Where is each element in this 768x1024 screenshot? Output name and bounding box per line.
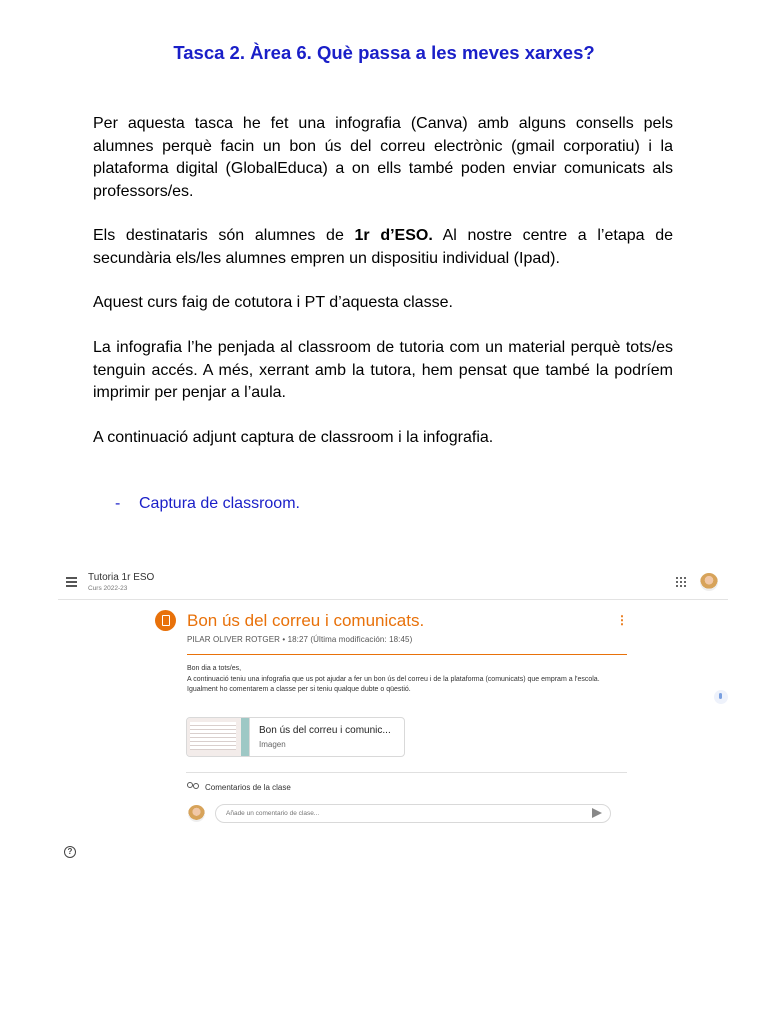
paragraph-penjada: La infografia l’he penjada al classroom de tutoria com un material perquè tots/es tenguin accés. A més, xerrant amb la tutora, hem pensat que també la podríem imprimir per penjar a l’aula. [93,339,673,401]
comment-input[interactable] [215,804,611,823]
comments-label[interactable]: Comentarios de la clase [205,783,291,792]
help-icon[interactable]: ? [64,846,76,858]
post-body-line: A continuació teniu una infografia que us pot ajudar a fer un bon ús del correu i de la plataforma (comunicats) que empram a l'escola. [187,675,600,683]
attachment-type: Imagen [259,740,286,749]
paragraph-destinataris-start: Els destinataris són alumnes de [93,227,355,244]
paragraph-cotutora: Aquest curs faig de cotutora i PT d’aquesta classe. [93,294,453,311]
post-title: Bon ús del correu i comunicats. [187,611,425,630]
avatar [188,805,205,822]
bullet-text: Captura de classroom. [139,495,300,512]
mic-icon[interactable] [714,690,728,704]
more-vert-icon[interactable]: ⋮ [616,613,628,627]
classroom-topbar [58,565,728,600]
paragraph-continuacio: A continuació adjunt captura de classroom i la infografia. [93,429,494,446]
bullet-dash: - [115,495,121,512]
post-divider [187,654,627,655]
post-meta: PILAR OLIVER ROTGER • 18:27 (Última modificación: 18:45) [187,635,413,644]
comments-divider [186,772,627,773]
attachment-title[interactable]: Bon ús del correu i comunic... [259,725,391,736]
paragraph-destinataris-end: Al nostre centre a l’etapa de secundària els/les alumnes empren un dispositiu individual (Ipad). [93,227,674,267]
attachment-card[interactable] [186,717,405,757]
paragraph-infografia: Per aquesta tasca he fet una infografia (Canva) amb alguns consells pels alumnes perquè facin un bon ús del correu electrònic (gmail corporatiu) i la plataforma digital (GlobalEduca) a on ells també poden enviar comunicats als professors/es. [93,115,673,200]
bullet-captura [115,495,300,513]
page-title: Tasca 2. Àrea 6. Què passa a les meves xarxes? [173,42,595,63]
paragraph-destinataris [93,225,673,270]
post-body-line: Igualment ho comentarem a classe per si teniu qualque dubte o qüestió. [187,686,411,693]
post-body-line: Bon dia a tots/es, [187,665,242,672]
course-name[interactable]: Tutoria 1r ESO [88,572,155,583]
paragraph-destinataris-bold: 1r d’ESO. [354,227,433,244]
send-icon[interactable] [592,808,602,818]
avatar[interactable] [700,573,718,591]
attachment-thumbnail[interactable] [187,718,250,756]
post-body [187,664,627,696]
assignment-icon [155,610,176,631]
apps-icon[interactable] [676,577,686,587]
people-icon [187,782,199,791]
menu-icon[interactable] [66,577,77,589]
classroom-screenshot [58,565,728,865]
course-subtitle: Curs 2022-23 [88,585,128,592]
